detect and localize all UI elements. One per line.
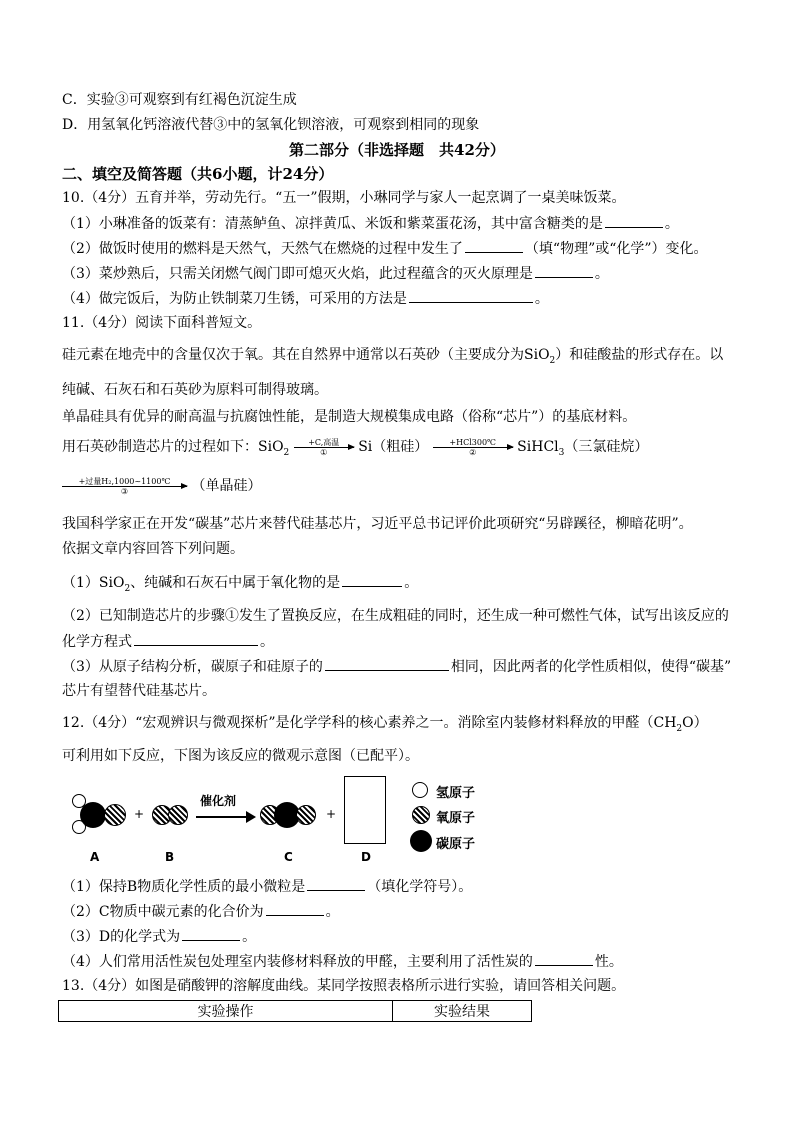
question-12-4: （4）人们常用活性炭包处理室内装修材料释放的甲醛，主要利用了活性炭的 性。	[62, 951, 623, 972]
answer-blank[interactable]	[465, 238, 523, 253]
question-11-1: （1）SiO$_2$、纯碱和石灰石中属于氧化物的是 。	[62, 572, 418, 599]
answer-blank[interactable]	[266, 901, 324, 916]
label-b: B	[165, 850, 175, 864]
legend-carbon: 碳原子	[436, 837, 476, 852]
plus-sign: +	[326, 807, 337, 821]
reaction-arrow-2: +HCl300℃ ②	[433, 438, 513, 457]
plus-sign: +	[134, 807, 145, 821]
carbon-legend-icon	[410, 830, 432, 852]
question-10-2: （2）做饭时使用的燃料是天然气，天然气在燃烧的过程中发生了 （填“物理”或“化学”）变化。	[62, 238, 708, 259]
question-11-2-cont: 化学方程式 。	[62, 631, 274, 652]
reaction-arrow-3: +过量H₂,1000~1100℃ ③	[62, 477, 187, 496]
question-10-3: （3）菜炒熟后，只需关闭燃气阀门即可熄灭火焰，此过程蕴含的灭火原理是 。	[62, 263, 609, 284]
question-13: 13.（4分）如图是硝酸钾的溶解度曲线。某同学按照表格所示进行实验，请回答相关问题。	[62, 978, 626, 994]
question-12-3: （3）D的化学式为 。	[62, 926, 256, 947]
question-10: 10.（4分）五育并举，劳动先行。“五一”假期，小琳同学与家人一起烹调了一桌美味饭菜。	[62, 190, 626, 206]
reaction-arrow-1: +C,高温 ①	[294, 438, 354, 457]
oxygen-atom	[168, 805, 188, 825]
question-12: 12.（4分）“宏观辨识与微观探析”是化学学科的核心素养之一。消除室内装修材料释放的甲醛$(CH_2O)$	[62, 715, 708, 734]
question-12-1: （1）保持B物质化学性质的最小微粒是 （填化学符号）。	[62, 876, 472, 897]
legend-hydrogen: 氢原子	[436, 786, 476, 801]
question-11-3: （3）从原子结构分析，碳原子和硅原子的 相同，因此两者的化学性质相似，使得“碳基”	[62, 656, 731, 677]
answer-blank[interactable]	[134, 631, 258, 646]
reaction-arrow-icon	[196, 816, 248, 818]
question-11: 11.（4分）阅读下面科普短文。	[62, 315, 262, 331]
arrow-head-icon	[246, 811, 256, 823]
answer-blank[interactable]	[325, 656, 449, 671]
label-d: D	[361, 850, 371, 864]
label-c: C	[284, 850, 293, 864]
catalyst-label: 催化剂	[200, 794, 237, 808]
option-c: C．实验③可观察到有红褐色沉淀生成	[62, 92, 297, 108]
passage-line-7: 依据文章内容回答下列问题。	[62, 541, 244, 557]
part-two-title: 第二部分（非选择题 共42分）	[289, 141, 505, 159]
answer-blank[interactable]	[342, 572, 402, 587]
question-11-3-cont: 芯片有望替代硅基芯片。	[62, 683, 216, 699]
oxygen-atom	[104, 804, 126, 826]
question-10-1: （1）小琳准备的饭菜有：清蒸鲈鱼、凉拌黄瓜、米饭和紫菜蛋花汤，其中富含糖类的是 。	[62, 213, 679, 234]
product-d-box	[344, 776, 386, 844]
reaction-micro-diagram	[62, 770, 494, 872]
answer-blank[interactable]	[535, 951, 593, 966]
legend-oxygen: 氧原子	[436, 811, 476, 826]
passage-line-6: 我国科学家正在开发“碳基”芯片来替代硅基芯片，习近平总书记评价此项研究“另辟蹊径，柳暗花明”。	[62, 516, 693, 532]
answer-blank[interactable]	[307, 876, 365, 891]
oxygen-legend-icon	[412, 806, 430, 824]
question-12-cont: 可利用如下反应，下图为该反应的微观示意图（已配平）。	[62, 748, 419, 764]
passage-line-3: 单晶硅具有优异的耐高温与抗腐蚀性能，是制造大规模集成电路（俗称“芯片”）的基底材料。	[62, 409, 637, 425]
oxygen-atom	[296, 805, 316, 825]
answer-blank[interactable]	[535, 263, 593, 278]
carbon-atom	[80, 802, 106, 828]
label-a: A	[90, 850, 100, 864]
passage-process-2: +过量H₂,1000~1100℃ ③ （单晶硅）	[62, 476, 261, 496]
table-header-row	[59, 1001, 532, 1022]
question-12-2: （2）C物质中碳元素的化合价为 。	[62, 901, 340, 922]
option-d: D．用氢氧化钙溶液代替③中的氢氧化钡溶液，可观察到相同的现象	[62, 117, 480, 133]
answer-blank[interactable]	[409, 288, 533, 303]
passage-line-1: 硅元素在地壳中的含量仅次于氧。其在自然界中通常以石英砂（主要成分为SiO$_2$）和硅酸盐的形式存在。以	[62, 347, 724, 366]
experiment-table	[58, 1000, 532, 1022]
table-header-result: 实验结果	[393, 1001, 532, 1022]
section-two-title: 二、填空及简答题（共6小题，计24分）	[62, 165, 334, 183]
table-header-operation: 实验操作	[59, 1001, 393, 1022]
question-11-2: （2）已知制造芯片的步骤①发生了置换反应，在生成粗硅的同时，还生成一种可燃性气体，试写出该反应的	[62, 608, 729, 624]
answer-blank[interactable]	[182, 926, 240, 941]
hydrogen-legend-icon	[412, 782, 428, 798]
passage-process: 用石英砂制造芯片的过程如下：SiO$_2$ +C,高温 ① Si（粗硅） +HCl300℃ ② SiHCl$_3$（三氯硅烷）	[62, 437, 649, 458]
question-10-4: （4）做完饭后，为防止铁制菜刀生锈，可采用的方法是 。	[62, 288, 549, 309]
passage-line-2: 纯碱、石灰石和石英砂为原料可制得玻璃。	[62, 382, 328, 398]
answer-blank[interactable]	[605, 213, 663, 228]
